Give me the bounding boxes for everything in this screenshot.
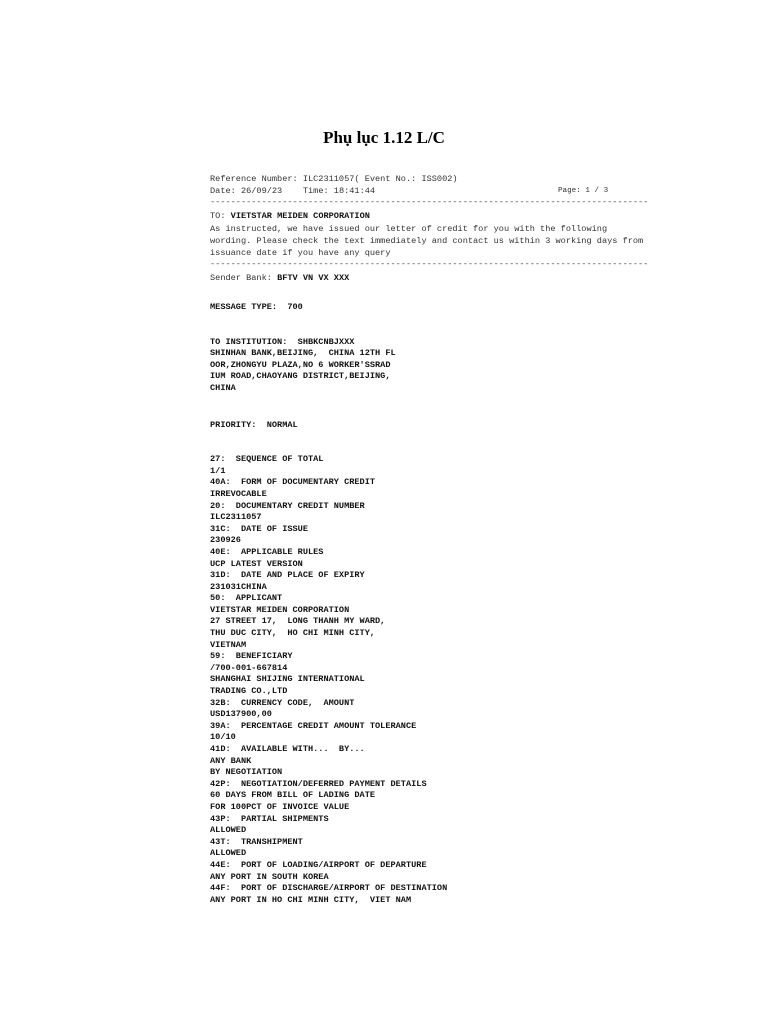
institution-line: CHINA xyxy=(210,382,236,393)
institution-line: OOR,ZHONGYU PLAZA,NO 6 WORKER'SSRAD xyxy=(210,359,391,370)
field-line: 43P: PARTIAL SHIPMENTS xyxy=(210,813,329,824)
page-number: Page: 1 / 3 xyxy=(558,186,609,195)
message-body xyxy=(210,302,650,906)
field-line: UCP LATEST VERSION xyxy=(210,558,303,569)
field-line: 1/1 xyxy=(210,465,226,476)
field-line: ILC2311057 xyxy=(210,512,262,523)
field-line: 41D: AVAILABLE WITH... BY... xyxy=(210,744,365,754)
field-line: ANY PORT IN SOUTH KOREA xyxy=(210,871,329,882)
field-line: 40E: APPLICABLE RULES xyxy=(210,546,324,557)
institution-line: IUM ROAD,CHAOYANG DISTRICT,BEIJING, xyxy=(210,371,391,382)
sender-bank-code: BFTV VN VX XXX xyxy=(277,272,350,283)
institution-line: SHINHAN BANK,BEIJING, CHINA 12TH FL xyxy=(210,348,396,359)
field-line: VIETNAM xyxy=(210,639,247,650)
divider-top: ------------------------------------------------------------------------------------- xyxy=(210,197,649,208)
to-label: TO: xyxy=(210,210,226,221)
date-time-line xyxy=(210,186,650,198)
institution-block xyxy=(210,337,650,395)
field-line: ANY BANK xyxy=(210,755,252,766)
field-line: 43T: TRANSHIPMENT xyxy=(210,836,303,847)
field-line: 27 STREET 17, LONG THANH MY WARD, xyxy=(210,616,386,627)
field-line: IRREVOCABLE xyxy=(210,488,267,499)
date-label: Date: 26/09/23 xyxy=(210,185,283,196)
field-line: 27: SEQUENCE OF TOTAL xyxy=(210,454,324,465)
recipient-line xyxy=(210,211,650,223)
field-line: ALLOWED xyxy=(210,848,247,859)
priority-line: PRIORITY: NORMAL xyxy=(210,419,298,430)
field-line: 42P: NEGOTIATION/DEFERRED PAYMENT DETAILS xyxy=(210,778,427,789)
field-line: VIETSTAR MEIDEN CORPORATION xyxy=(210,604,350,615)
sender-bank-line xyxy=(210,273,650,285)
message-type: MESSAGE TYPE: 700 xyxy=(210,302,303,312)
field-line: 20: DOCUMENTARY CREDIT NUMBER xyxy=(210,500,365,511)
field-line: SHANGHAI SHIJING INTERNATIONAL xyxy=(210,674,365,685)
divider-bottom: ------------------------------------------------------------------------------------- xyxy=(210,259,649,270)
time-label: Time: 18:41:44 xyxy=(302,185,376,196)
document-title: Phụ lục 1.12 L/C xyxy=(323,128,445,147)
sender-bank-label: Sender Bank: xyxy=(210,272,272,283)
institution-line: TO INSTITUTION: SHBKCNBJXXX xyxy=(210,336,355,347)
field-line: 31C: DATE OF ISSUE xyxy=(210,523,308,534)
field-line: BY NEGOTIATION xyxy=(210,767,283,778)
reference-line: Reference Number: ILC2311057( Event No.: ISS002) xyxy=(210,174,458,184)
field-line: ALLOWED xyxy=(210,825,247,836)
field-line: TRADING CO.,LTD xyxy=(210,686,288,697)
field-line: THU DUC CITY, HO CHI MINH CITY, xyxy=(210,628,376,639)
field-line: 50: APPLICANT xyxy=(210,593,283,604)
field-line: 39A: PERCENTAGE CREDIT AMOUNT TOLERANCE xyxy=(210,720,417,731)
field-line: USD137900,00 xyxy=(210,709,272,720)
field-line: 230926 xyxy=(210,535,241,546)
field-line: 44E: PORT OF LOADING/AIRPORT OF DEPARTURE xyxy=(210,859,427,870)
field-line: /700-001-667814 xyxy=(210,662,288,673)
field-line: 40A: FORM OF DOCUMENTARY CREDIT xyxy=(210,477,376,488)
field-line: 60 DAYS FROM BILL OF LADING DATE xyxy=(210,790,376,801)
field-line: 44F: PORT OF DISCHARGE/AIRPORT OF DESTINATION xyxy=(210,883,448,894)
field-line: 59: BENEFICIARY xyxy=(210,651,293,662)
message-header xyxy=(210,174,650,284)
field-line: FOR 100PCT OF INVOICE VALUE xyxy=(210,801,350,812)
recipient-name: VIETSTAR MEIDEN CORPORATION xyxy=(230,210,370,221)
field-line: 231031CHINA xyxy=(210,581,267,592)
field-line: 10/10 xyxy=(210,732,236,743)
issuance-notice: As instructed, we have issued our letter of credit for you with the following wording. Please check the text immediately and contact us within 3 working days from issuance date if you have any query xyxy=(210,224,644,258)
lc-fields xyxy=(210,454,650,906)
field-line: 32B: CURRENCY CODE, AMOUNT xyxy=(210,697,355,708)
field-line: 31D: DATE AND PLACE OF EXPIRY xyxy=(210,570,365,581)
field-line: ANY PORT IN HO CHI MINH CITY, VIET NAM xyxy=(210,894,412,905)
